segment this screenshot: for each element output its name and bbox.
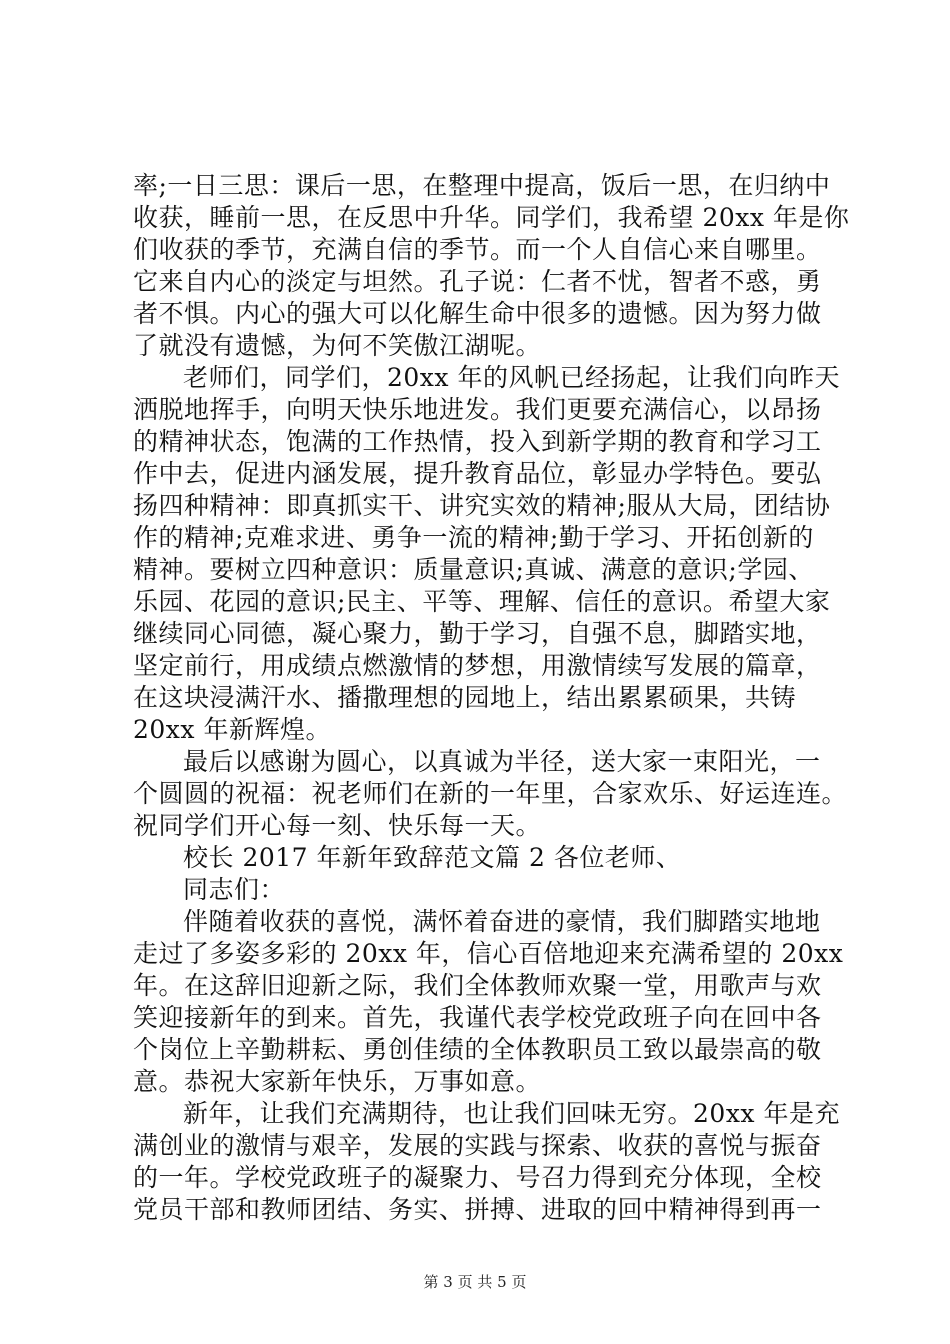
- text-line: 走过了多姿多彩的 20xx 年，信心百倍地迎来充满希望的 20xx: [133, 939, 844, 968]
- text-line: 的一年。学校党政班子的凝聚力、号召力得到充分体现，全校: [133, 1163, 822, 1192]
- text-line: 坚定前行，用成绩点燃激情的梦想，用激情续写发展的篇章，: [133, 651, 822, 680]
- text-line: 者不惧。内心的强大可以化解生命中很多的遗憾。因为努力做: [133, 299, 822, 328]
- text-line: 意。恭祝大家新年快乐，万事如意。: [133, 1067, 542, 1096]
- text-line: 笑迎接新年的到来。首先，我谨代表学校党政班子向在回中各: [133, 1003, 822, 1032]
- text-line: 在这块浸满汗水、播撒理想的园地上，结出累累硕果，共铸: [133, 683, 797, 712]
- text-line: 作中去，促进内涵发展，提升教育品位，彰显办学特色。要弘: [133, 459, 822, 488]
- page-footer: 第 3 页 共 5 页: [423, 1273, 527, 1291]
- text-line: 个岗位上辛勤耕耘、勇创佳绩的全体教职员工致以最崇高的敬: [133, 1035, 822, 1064]
- text-line: 率;一日三思：课后一思，在整理中提高，饭后一思，在归纳中: [133, 171, 831, 200]
- text-line: 的精神状态，饱满的工作热情，投入到新学期的教育和学习工: [133, 427, 822, 456]
- text-line: 年。在这辞旧迎新之际，我们全体教师欢聚一堂，用歌声与欢: [133, 971, 822, 1000]
- text-line: 满创业的激情与艰辛，发展的实践与探索、收获的喜悦与振奋: [133, 1131, 822, 1160]
- text-line: 作的精神;克难求进、勇争一流的精神;勤于学习、开拓创新的: [133, 523, 814, 552]
- text-line: 精神。要树立四种意识：质量意识;真诚、满意的意识;学园、: [133, 555, 814, 584]
- text-line: 新年，让我们充满期待，也让我们回味无穷。20xx 年是充: [183, 1099, 840, 1128]
- text-line: 个圆圆的祝福：祝老师们在新的一年里，合家欢乐、好运连连。: [133, 779, 848, 808]
- text-line: 校长 2017 年新年致辞范文篇 2 各位老师、: [183, 843, 682, 872]
- text-line: 扬四种精神：即真抓实干、讲究实效的精神;服从大局，团结协: [133, 491, 831, 520]
- text-line: 20xx 年新辉煌。: [133, 715, 331, 744]
- body-text: [133, 170, 850, 1226]
- text-line: 乐园、花园的意识;民主、平等、理解、信任的意识。希望大家: [133, 587, 831, 616]
- text-line: 收获，睡前一思，在反思中升华。同学们，我希望 20xx 年是你: [133, 203, 850, 232]
- text-line: 继续同心同德，凝心聚力，勤于学习，自强不息，脚踏实地，: [133, 619, 822, 648]
- text-line: 们收获的季节，充满自信的季节。而一个人自信心来自哪里。: [133, 235, 822, 264]
- text-line: 最后以感谢为圆心，以真诚为半径，送大家一束阳光，一: [183, 747, 821, 776]
- text-line: 老师们，同学们，20xx 年的风帆已经扬起，让我们向昨天: [183, 363, 840, 392]
- text-line: 同志们：: [183, 875, 286, 904]
- text-line: 了就没有遗憾，为何不笑傲江湖呢。: [133, 331, 542, 360]
- text-line: 党员干部和教师团结、务实、拼搏、进取的回中精神得到再一: [133, 1195, 822, 1224]
- text-line: 它来自内心的淡定与坦然。孔子说：仁者不忧，智者不惑，勇: [133, 267, 822, 296]
- text-line: 洒脱地挥手，向明天快乐地进发。我们更要充满信心，以昂扬: [133, 395, 822, 424]
- text-line: 祝同学们开心每一刻、快乐每一天。: [133, 811, 542, 840]
- text-line: 伴随着收获的喜悦，满怀着奋进的豪情，我们脚踏实地地: [183, 907, 821, 936]
